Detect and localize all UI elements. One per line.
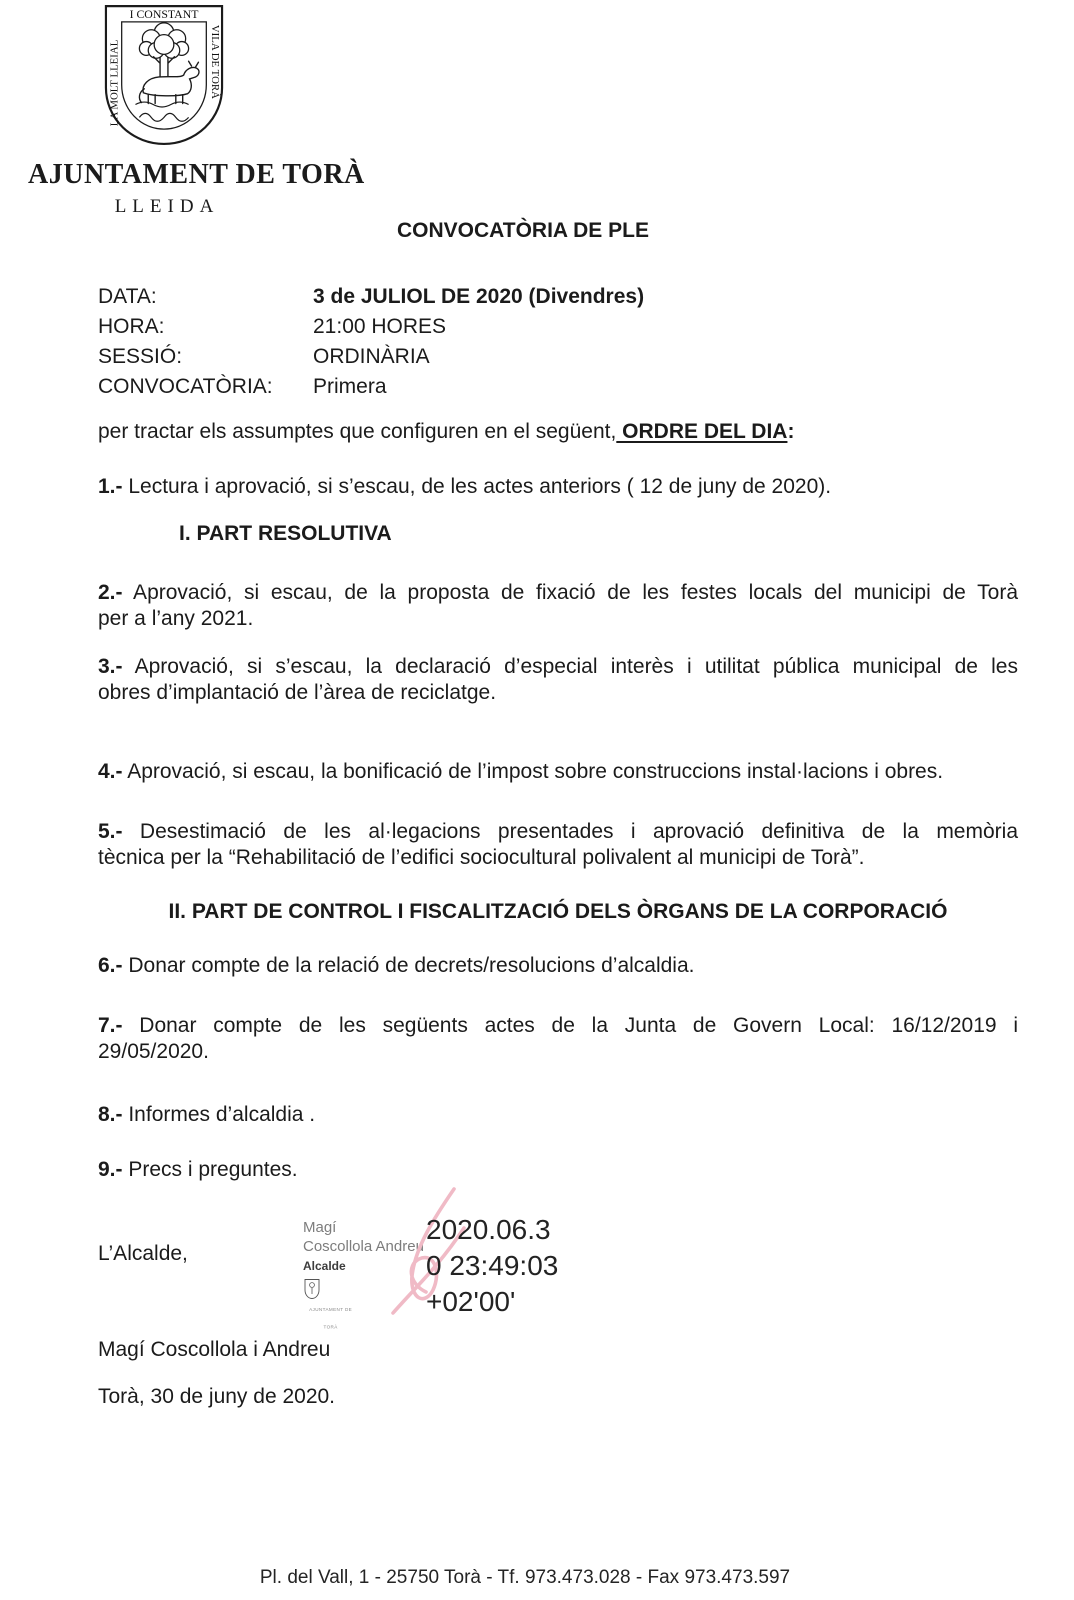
stamp-org-name: AJUNTAMENT DE TORÀ: [309, 1307, 353, 1331]
agenda-item-8: [98, 1102, 1018, 1128]
item-text: per a l’any 2021.: [98, 607, 254, 630]
meta-row-data: [98, 282, 1018, 312]
meta-value: ORDINÀRIA: [313, 345, 430, 368]
item-text: 29/05/2020.: [98, 1040, 209, 1063]
item-number: 8.-: [98, 1103, 123, 1126]
intro-colon: :: [787, 420, 795, 443]
item-text: Aprovació, si escau, la bonificació de l’impost sobre construccions instal·lacions i obres.: [122, 760, 944, 783]
meta-row-convocatoria: [98, 372, 1018, 402]
stamp-date-line3: +02'00': [426, 1286, 516, 1317]
agenda-item-9: [98, 1157, 1018, 1183]
agenda-item-4: [98, 759, 1018, 785]
item-text: obres d’implantació de l’àrea de reciclatge.: [98, 681, 497, 704]
agenda-item-6: [98, 953, 1018, 979]
stamp-name-line1: Magí: [303, 1219, 337, 1236]
agenda-item-5: [98, 819, 1018, 871]
meta-label: DATA:: [98, 285, 157, 308]
meta-label: SESSIÓ:: [98, 345, 183, 368]
meta-value: 21:00 HORES: [313, 315, 447, 338]
stamp-date-line2: 0 23:49:03: [426, 1250, 559, 1281]
item-number: 6.-: [98, 954, 123, 977]
item-text: Donar compte de les següents actes de la Junta de Govern Local: 16/12/2019 i: [122, 1014, 1018, 1037]
item-text: Informes d’alcaldia .: [122, 1103, 316, 1126]
meta-label: CONVOCATÒRIA:: [98, 375, 273, 398]
meta-row-hora: [98, 312, 1018, 342]
ordre-del-dia-emphasis: ORDRE DEL DIA: [616, 420, 788, 443]
salutation: L’Alcalde,: [98, 1242, 188, 1265]
item-text: Precs i preguntes.: [122, 1158, 298, 1181]
footer-address: Pl. del Vall, 1 - 25750 Torà - Tf. 973.473.028 - Fax 973.473.597: [259, 1567, 791, 1588]
place-dateline: Torà, 30 de juny de 2020.: [98, 1385, 336, 1408]
agenda-item-7: [98, 1013, 1018, 1065]
agenda-item-2: [98, 580, 1018, 632]
item-number: 4.-: [98, 760, 123, 783]
item-text: Aprovació, si escau, de la proposta de fixació de les festes locals del municipi de Torà: [122, 581, 1018, 604]
item-text: Desestimació de les al·legacions presentades i aprovació definitiva de la memòria: [122, 820, 1018, 843]
item-number: 3.-: [98, 655, 123, 678]
svg-text:LA MOLT LLEIAL: LA MOLT LLEIAL: [108, 39, 121, 127]
intro-lead: per tractar els assumptes que configuren en el següent,: [98, 420, 617, 443]
letterhead: [28, 2, 365, 218]
org-name: AJUNTAMENT DE TORÀ: [28, 159, 365, 190]
svg-text:VILA DE TORÀ: VILA DE TORÀ: [209, 24, 222, 99]
agenda-item-3: [98, 654, 1018, 706]
meta-value: Primera: [313, 375, 387, 398]
agenda-item-1: [98, 474, 1018, 500]
org-place: LLEIDA: [114, 196, 220, 217]
meta-value: 3 de JULIOL DE 2020 (Divendres): [313, 285, 645, 308]
intro-paragraph: [98, 419, 1018, 445]
stamp-datetime: [426, 1212, 558, 1320]
item-number: 5.-: [98, 820, 123, 843]
item-text: Donar compte de la relació de decrets/resolucions d’alcaldia.: [122, 954, 695, 977]
stamp-date-line1: 2020.06.3: [426, 1214, 551, 1245]
item-text: tècnica per la “Rehabilitació de l’edifici sociocultural polivalent al municipi de Torà”.: [98, 846, 865, 869]
item-number: 2.-: [98, 581, 123, 604]
stamp-crest-icon: [303, 1278, 321, 1300]
stamp-name-line2: Coscollola Andreu: [303, 1238, 424, 1255]
meeting-meta: [98, 282, 1018, 402]
stamp-role: Alcalde: [303, 1259, 346, 1273]
signer-name: Magí Coscollola i Andreu: [98, 1338, 331, 1361]
meta-label: HORA:: [98, 315, 165, 338]
svg-text:I CONSTANT: I CONSTANT: [129, 6, 199, 21]
section-heading-2: II. PART DE CONTROL I FISCALITZACIÓ DELS ÒRGANS DE LA CORPORACIÓ: [168, 900, 948, 923]
section-heading-1: I. PART RESOLUTIVA: [179, 522, 392, 545]
item-number: 1.-: [98, 475, 123, 498]
item-number: 7.-: [98, 1014, 123, 1037]
meta-row-sessio: [98, 342, 1018, 372]
doc-title: CONVOCATÒRIA DE PLE: [396, 219, 649, 242]
item-number: 9.-: [98, 1158, 123, 1181]
municipal-crest-icon: [102, 2, 226, 150]
item-text: Aprovació, si s’escau, la declaració d’especial interès i utilitat pública municipal de les: [122, 655, 1018, 678]
item-text: Lectura i aprovació, si s’escau, de les actes anteriors ( 12 de juny de 2020).: [122, 475, 832, 498]
